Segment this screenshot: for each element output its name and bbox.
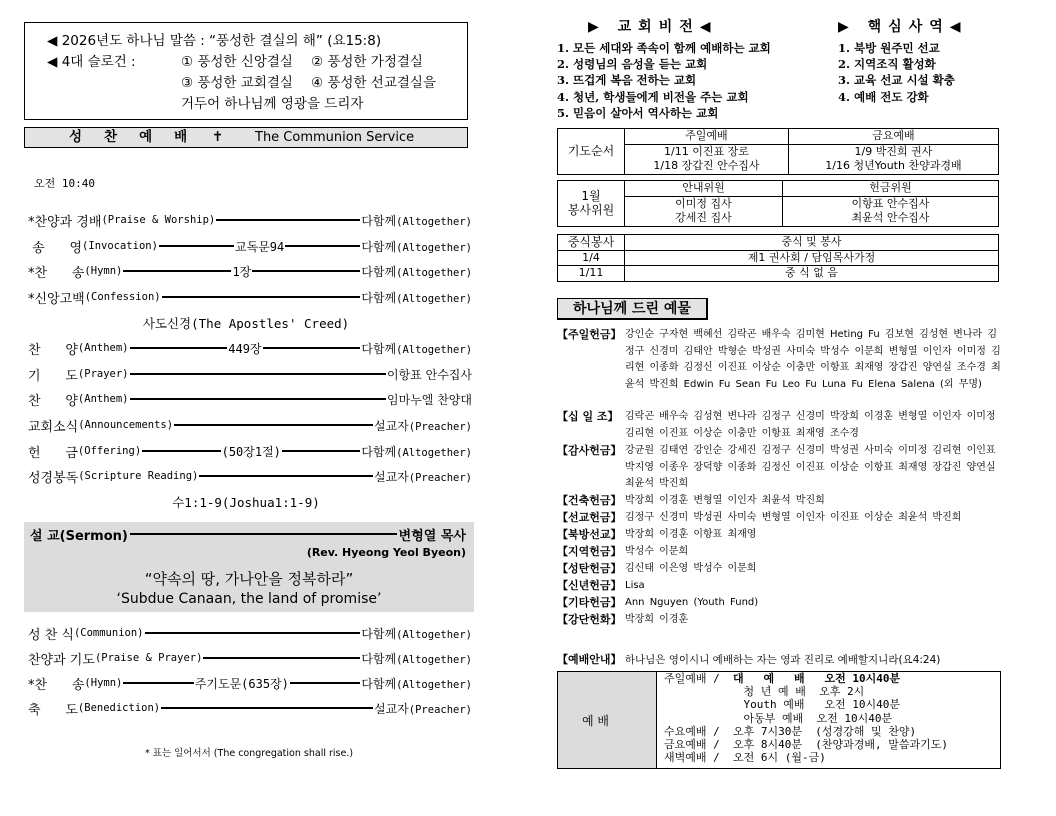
- order-row: [28, 364, 472, 384]
- usher-names: [625, 196, 783, 226]
- offering-category: 【건축헌금】: [557, 494, 622, 507]
- offering-row: [557, 612, 1002, 629]
- month-label: 1월: [581, 188, 601, 203]
- scripture-reference: 수1:1-9(Joshua1:1-9): [172, 495, 320, 510]
- leader-name: 설교자: [374, 418, 409, 433]
- order-item-en: (Hymn): [84, 265, 123, 277]
- main-service-time: 대 예 배 오전 10시40분: [733, 672, 901, 685]
- order-item-en: (Communion): [73, 627, 144, 639]
- order-item-name: *찬 송: [28, 265, 85, 281]
- vision-item: 3. 뜨겁게 복음 전하는 교회: [557, 73, 697, 88]
- order-item-leader: [361, 340, 472, 357]
- order-item-leader: [387, 391, 472, 408]
- offering-row: [557, 527, 1002, 544]
- offering-category: 【십 일 조】: [557, 410, 619, 423]
- worship-time-line: [664, 725, 948, 738]
- sermon-preacher: 변형열 목사: [398, 528, 466, 544]
- leader-line: [123, 682, 193, 684]
- order-item-en: (Prayer): [77, 368, 129, 380]
- volunteer-label: [558, 181, 625, 227]
- order-item-leader: [374, 700, 472, 717]
- sunday-prayers: [625, 144, 789, 174]
- leader-name: 다함께: [361, 444, 397, 459]
- lunch-team: 제1 권사회 / 담임목사가정: [625, 250, 999, 266]
- motto-slogan-line-2: [47, 73, 467, 94]
- worship-time-text: 아동부 예배 오전 10시40분: [664, 711, 893, 725]
- leader-name-en: (Preacher): [408, 703, 472, 716]
- order-item-leader: [361, 675, 472, 692]
- worship-time-line: [664, 712, 948, 725]
- order-item-name: *찬 송: [28, 677, 85, 693]
- leader-name: 설교자: [374, 469, 409, 484]
- leader-name: 다함께: [361, 651, 397, 666]
- order-item-en: (Praise & Worship): [101, 214, 216, 226]
- order-row: [28, 236, 472, 256]
- lunch-label: 중식봉사: [558, 235, 625, 251]
- table-row: [558, 266, 999, 282]
- leader-name: 다함께: [361, 676, 397, 691]
- offering-row: [557, 493, 1002, 510]
- order-item-name: 성 찬 식: [28, 627, 74, 643]
- leader-name-en: (Altogether): [396, 241, 472, 254]
- offering-names: 박장희 이경훈 이항표 최재영: [625, 529, 757, 540]
- worship-time-line: [664, 685, 948, 698]
- leader-line: [130, 398, 387, 400]
- leader-name: 다함께: [361, 264, 397, 279]
- prayer-label: 기도순서: [558, 129, 625, 175]
- order-item-name: 찬 양: [28, 342, 78, 358]
- leader-name: 다함께: [361, 239, 397, 254]
- order-item-detail: 449장: [228, 341, 262, 356]
- offering-names: Lisa: [625, 580, 645, 591]
- leader-name-en: (Altogether): [396, 628, 472, 641]
- leader-name: 임마누엘 찬양대: [387, 392, 472, 407]
- guide-verse: 하나님은 영이시니 예배하는 자는 영과 진리로 예배할지니라(요4:24): [624, 654, 941, 666]
- vision-list: [557, 40, 771, 121]
- vision-title: ▶ 교회비전◀: [588, 19, 718, 35]
- order-item-en: (Invocation): [82, 240, 158, 252]
- slogan-1: ① 풍성한 신앙결실: [181, 54, 293, 70]
- worship-time-text: 새벽예배 / 오전 6시 (월-금): [664, 751, 826, 765]
- order-item-leader: [361, 443, 472, 460]
- slogan-label: 4대 슬로건 :: [61, 54, 136, 70]
- offering-names: 박장희 이경훈: [625, 614, 689, 625]
- lunch-team: 중 식 없 음: [625, 266, 999, 282]
- offering-category: 【선교헌금】: [557, 511, 622, 524]
- worship-time-text: 금요예배 / 오후 8시40분 (찬양과경배, 말씀과기도): [664, 738, 948, 752]
- order-item-name: *신앙고백: [28, 291, 85, 307]
- leader-line: [161, 707, 373, 709]
- motto-closing-line: [47, 94, 467, 115]
- worship-time-text: 주일예배 /: [664, 672, 733, 685]
- order-row: [28, 648, 472, 668]
- offering-row: [557, 510, 1002, 527]
- sermon-row: [30, 524, 466, 544]
- order-item-name: *찬양과 경배: [28, 214, 102, 230]
- leader-name-en: (Altogether): [396, 266, 473, 279]
- offering-category: 【지역헌금】: [557, 545, 622, 558]
- arrow-left-icon: ◀: [47, 33, 58, 49]
- worship-label: 예 배: [582, 714, 609, 728]
- offering-row: [557, 544, 1002, 561]
- core-item: 2. 지역조직 활성화: [838, 57, 936, 72]
- leader-line: [123, 270, 231, 272]
- order-item-name: 헌 금: [28, 445, 78, 461]
- leader-line: [216, 219, 360, 221]
- lunch-service-table: [557, 234, 999, 282]
- volunteer-entry: 강세진 집사: [675, 211, 732, 224]
- annual-motto-box: [24, 22, 468, 120]
- order-item-leader: [361, 263, 472, 280]
- slogan-2: ② 풍성한 가정결실: [310, 54, 423, 70]
- order-row: [28, 441, 472, 461]
- order-row: [28, 466, 472, 486]
- offering-names: 박성수 이문희: [625, 546, 689, 557]
- prayer-entry: 1/18 장갑진 안수집사: [653, 159, 760, 172]
- order-row: [28, 338, 472, 358]
- order-item-leader: [361, 650, 472, 667]
- sermon-label: 설 교(Sermon): [30, 528, 128, 544]
- core-item: 1. 북방 원주민 선교: [838, 41, 940, 55]
- offering-team-names: [782, 196, 998, 226]
- leader-name-en: (Altogether): [396, 343, 473, 356]
- offering-category: 【성탄헌금】: [557, 562, 622, 575]
- creed-line: 사도신경(The Apostles' Creed): [142, 316, 350, 331]
- order-item-leader: [374, 417, 472, 434]
- motto-year-text: 2026년도 하나님 말씀 : “풍성한 결실의 해” (요15:8): [61, 33, 382, 49]
- order-item-leader: [361, 625, 472, 642]
- order-item-en: (Confession): [84, 291, 161, 303]
- order-item-leader: [361, 238, 472, 255]
- header-friday: 금요예배: [788, 129, 998, 145]
- order-item-leader: [361, 212, 472, 229]
- service-title-en: The Communion Service: [255, 130, 415, 145]
- offering-names: Ann Nguyen (Youth Fund): [625, 597, 759, 608]
- volunteer-entry: 최윤석 안수집사: [851, 211, 930, 224]
- offering-row: [557, 595, 1002, 612]
- order-row: [28, 389, 472, 409]
- offering-names: 김신태 이은영 박성수 이문희: [625, 563, 757, 574]
- order-item-detail: 교독문94: [235, 239, 285, 254]
- order-item-en: (Scripture Reading): [78, 470, 199, 482]
- offering-names: 강인순 구자현 백혜선 김락곤 배우숙 김미현 Heting Fu 김보현 김성현 변나라 김정구 신경미 김태안 박형순 박성권 사미숙 박성수 이문희 변형열 이인자 이미정 김리현 이종화 김정신 이진표 이상순 이충만 이항표 최재영 장갑진 양연실 조수경 최윤석 박진희 Edwin Fu Sean Fu Leo Fu Luna Fu Elena Salena (외 무명): [625, 329, 1001, 390]
- worship-time-line: [664, 751, 948, 764]
- offering-category: 【강단헌화】: [557, 613, 622, 626]
- leader-name-en: (Altogether): [396, 653, 472, 666]
- order-row: [28, 673, 472, 693]
- order-item-en: (Hymn): [84, 677, 123, 689]
- order-row: [28, 261, 472, 281]
- order-item-en: (Anthem): [77, 342, 129, 354]
- worship-times: [664, 672, 948, 764]
- leader-line: [130, 533, 397, 535]
- offering-category: 【북방선교】: [557, 528, 622, 541]
- motto-closing: 거두어 하나님께 영광을 드리자: [181, 96, 364, 112]
- core-ministry-list: [838, 40, 955, 105]
- guide-label: 【예배안내】: [557, 653, 622, 666]
- prayer-entry: 1/9 박진희 권사: [854, 144, 933, 158]
- order-item-name: 송 영: [28, 240, 83, 256]
- order-row: [28, 287, 472, 307]
- header-ushers: 안내위원: [625, 181, 783, 197]
- leader-name-en: (Preacher): [408, 471, 472, 484]
- leader-name: 다함께: [361, 341, 397, 356]
- worship-times-table: [557, 671, 1001, 769]
- order-item-en: (Praise & Prayer): [94, 652, 203, 664]
- order-row: [28, 415, 472, 435]
- order-item-name: 찬양과 기도: [28, 652, 95, 668]
- leader-name-en: (Altogether): [396, 292, 472, 305]
- leader-line: [162, 296, 361, 298]
- core-item: 3. 교육 선교 시설 확충: [838, 73, 955, 88]
- friday-prayers: [788, 144, 998, 174]
- vision-item: 5. 믿음이 살아서 역사하는 교회: [557, 105, 719, 120]
- leader-line: [282, 450, 360, 452]
- slogan-4: ④ 풍성한 선교결실을: [310, 75, 436, 91]
- order-item-name: 찬 양: [28, 393, 78, 409]
- order-item-name: 교회소식: [28, 419, 79, 435]
- footnote: * 표는 일어서서 (The congregation shall rise.): [144, 748, 354, 759]
- volunteer-label-text: 봉사위원: [567, 203, 615, 218]
- worship-time-line: [664, 698, 948, 711]
- order-item-leader: [361, 289, 472, 306]
- leader-line: [130, 373, 387, 375]
- worship-label-cell: [558, 672, 657, 768]
- motto-year-line: [47, 31, 467, 52]
- order-item-en: (Anthem): [77, 393, 129, 405]
- worship-time-line: [664, 672, 948, 685]
- volunteer-table: [557, 180, 999, 227]
- offering-names: 강균원 김태연 강인순 강세진 김정구 신경미 박성권 사미숙 이미정 김리현 이인표 박지영 이종우 장덕향 이종화 김정신 이진표 이상순 이항표 최재영 장갑진 양연실 최윤석 박진희: [625, 445, 996, 489]
- prayer-entry: 1/16 청년Youth 찬양과경배: [825, 159, 962, 172]
- leader-name-en: (Altogether): [396, 446, 472, 459]
- leader-name-en: (Preacher): [408, 420, 472, 433]
- leader-name: 다함께: [361, 626, 397, 641]
- offerings-header: 하나님께 드린 예물: [557, 298, 708, 320]
- core-item: 4. 예배 전도 강화: [838, 89, 929, 104]
- lunch-header: 중식 및 봉사: [625, 235, 999, 251]
- lunch-date: 1/11: [558, 266, 625, 282]
- offering-category: 【감사헌금】: [557, 444, 622, 457]
- header-sunday: 주일예배: [625, 129, 789, 145]
- offering-row: [557, 443, 1002, 493]
- order-item-leader: [374, 468, 472, 485]
- lunch-date: 1/4: [558, 250, 625, 266]
- leader-name: 이항표 안수집사: [387, 367, 472, 382]
- core-ministry-title: ▶ 핵심사역◀: [838, 19, 968, 35]
- order-item-detail: (50장1절): [221, 444, 281, 459]
- vision-item: 4. 청년, 학생들에게 비전을 주는 교회: [557, 89, 749, 104]
- worship-guide: [557, 651, 940, 667]
- service-title-ko: 성찬예배: [69, 129, 210, 145]
- volunteer-entry: 이항표 안수집사: [851, 196, 930, 210]
- prayer-entry: 1/11 이진표 장로: [664, 144, 749, 158]
- order-item-leader: [387, 366, 472, 383]
- cross-icon: ✝: [212, 129, 224, 145]
- worship-time-text: Youth 예배 오전 10시40분: [664, 698, 900, 712]
- vision-item: 2. 성령님의 음성을 듣는 교회: [557, 57, 708, 72]
- order-item-en: (Announcements): [78, 419, 174, 431]
- leader-line: [285, 245, 360, 247]
- leader-line: [145, 632, 361, 634]
- slogan-3: ③ 풍성한 교회결실: [181, 75, 293, 91]
- order-item-detail: 주기도문(635장): [194, 676, 289, 691]
- order-item-en: (Benediction): [77, 702, 161, 714]
- offering-row: [557, 409, 1002, 442]
- prayer-schedule-table: [557, 128, 999, 175]
- order-row: [28, 623, 472, 643]
- table-row: [558, 250, 999, 266]
- leader-line: [142, 450, 220, 452]
- leader-name: 다함께: [361, 213, 397, 228]
- worship-time-text: 수요예배 / 오후 7시30분 (성경강해 및 찬양): [664, 724, 917, 738]
- leader-name-en: (Altogether): [396, 215, 472, 228]
- vision-item: 1. 모든 세대와 족속이 함께 예배하는 교회: [557, 41, 771, 55]
- leader-name: 다함께: [361, 290, 397, 305]
- leader-line: [203, 657, 360, 659]
- leader-line: [174, 424, 373, 426]
- service-time: 오전 10:40: [34, 177, 95, 190]
- leader-line: [199, 475, 373, 477]
- leader-name: 설교자: [374, 701, 409, 716]
- offering-category: 【주일헌금】: [557, 328, 622, 341]
- offering-names: 김락곤 배우숙 김성현 변나라 김정구 신경미 박장희 이경훈 변형열 이인자 이미정 김리현 이진표 이상순 이충만 이항표 최재영 조수경: [625, 411, 996, 439]
- sermon-title: “약속의 땅, 가나안을 정복하라”: [144, 570, 354, 588]
- service-header: [24, 127, 468, 148]
- order-item-name: 축 도: [28, 702, 78, 718]
- header-offering-team: 헌금위원: [782, 181, 998, 197]
- order-item-name: 기 도: [28, 368, 78, 384]
- leader-line: [290, 682, 360, 684]
- offering-row: [557, 578, 1002, 595]
- order-item-en: (Offering): [77, 445, 142, 457]
- offering-row: [557, 561, 1002, 578]
- worship-time-line: [664, 738, 948, 751]
- order-row: [28, 698, 472, 718]
- leader-line: [263, 347, 361, 349]
- sermon-box: [24, 522, 474, 612]
- leader-name-en: (Altogether): [396, 678, 472, 691]
- offering-row: [557, 327, 1002, 393]
- worship-time-text: 청 년 예 배 오후 2시: [664, 685, 865, 699]
- offering-names: 김정구 신경미 박성권 사미숙 변형열 이인자 이진표 이상순 최윤석 박진희: [625, 512, 962, 523]
- offering-category: 【기타헌금】: [557, 596, 622, 609]
- order-row: [28, 210, 472, 230]
- offering-names: 박장희 이경훈 변형열 이인자 최윤석 박진희: [625, 495, 825, 506]
- order-item-detail: 1장: [232, 264, 252, 279]
- offering-category: 【신년헌금】: [557, 579, 622, 592]
- order-item-name: 성경봉독: [28, 470, 79, 486]
- volunteer-entry: 이미정 집사: [675, 196, 732, 210]
- leader-line: [159, 245, 234, 247]
- sermon-preacher-en: (Rev. Hyeong Yeol Byeon): [306, 546, 466, 559]
- leader-line: [252, 270, 360, 272]
- sermon-title-en: ‘Subdue Canaan, the land of promise’: [116, 591, 382, 607]
- leader-line: [130, 347, 228, 349]
- motto-slogan-line-1: [47, 52, 467, 73]
- arrow-left-icon: ◀: [47, 54, 58, 70]
